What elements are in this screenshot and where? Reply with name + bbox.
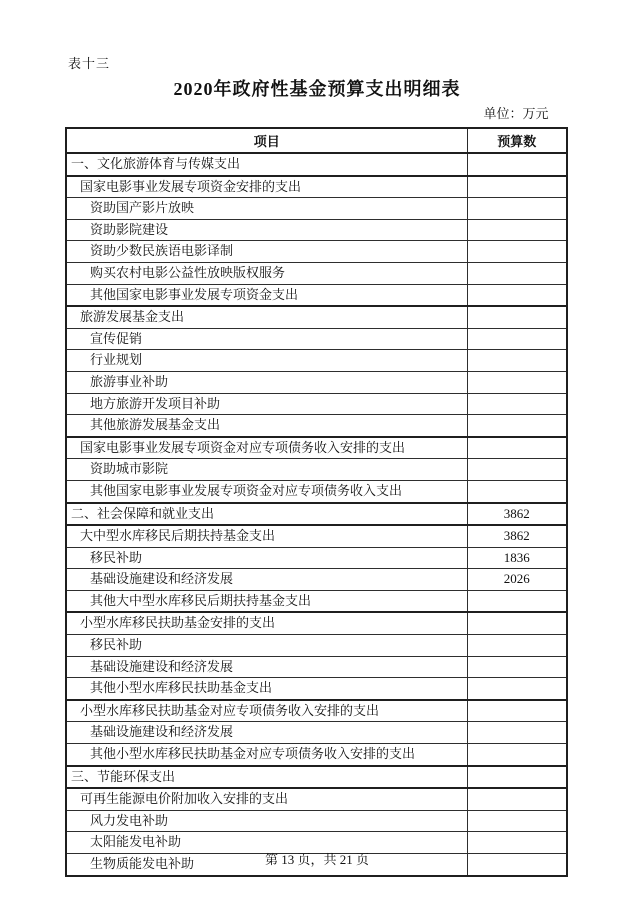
item-cell: 资助影院建设	[66, 219, 467, 241]
table-row	[66, 437, 567, 459]
budget-cell	[467, 459, 567, 481]
item-cell: 移民补助	[66, 547, 467, 569]
item-cell: 行业规划	[66, 350, 467, 372]
item-cell: 小型水库移民扶助基金对应专项债务收入安排的支出	[66, 700, 467, 722]
table-row	[66, 744, 567, 766]
item-cell: 基础设施建设和经济发展	[66, 722, 467, 744]
budget-cell	[467, 198, 567, 220]
budget-cell: 3862	[467, 503, 567, 526]
table-row	[66, 176, 567, 198]
item-cell: 太阳能发电补助	[66, 832, 467, 854]
budget-cell	[467, 635, 567, 657]
item-cell: 二、社会保障和就业支出	[66, 503, 467, 526]
budget-cell	[467, 700, 567, 722]
item-cell: 大中型水库移民后期扶持基金支出	[66, 525, 467, 547]
budget-table	[65, 127, 568, 877]
item-cell: 其他大中型水库移民后期扶持基金支出	[66, 590, 467, 612]
table-row	[66, 766, 567, 789]
table-row	[66, 328, 567, 350]
table-row	[66, 678, 567, 700]
column-header-item: 项目	[66, 128, 467, 153]
item-cell: 风力发电补助	[66, 810, 467, 832]
item-cell: 国家电影事业发展专项资金安排的支出	[66, 176, 467, 198]
item-cell: 其他旅游发展基金支出	[66, 415, 467, 437]
budget-cell	[467, 153, 567, 176]
budget-cell	[467, 656, 567, 678]
table-row	[66, 525, 567, 547]
table-row	[66, 459, 567, 481]
budget-cell	[467, 722, 567, 744]
budget-cell	[467, 284, 567, 306]
table-row	[66, 198, 567, 220]
unit-note: 单位：万元	[483, 106, 549, 121]
item-cell: 基础设施建设和经济发展	[66, 569, 467, 591]
budget-cell	[467, 176, 567, 198]
budget-cell: 3862	[467, 525, 567, 547]
table-header-row	[66, 128, 567, 153]
table-row	[66, 656, 567, 678]
table-row	[66, 569, 567, 591]
table-row	[66, 722, 567, 744]
budget-cell: 2026	[467, 569, 567, 591]
table-row	[66, 241, 567, 263]
budget-cell	[467, 744, 567, 766]
table-row	[66, 306, 567, 328]
item-cell: 基础设施建设和经济发展	[66, 656, 467, 678]
budget-cell	[467, 262, 567, 284]
table-row	[66, 612, 567, 634]
table-row	[66, 503, 567, 526]
item-cell: 可再生能源电价附加收入安排的支出	[66, 788, 467, 810]
item-cell: 其他小型水库移民扶助基金支出	[66, 678, 467, 700]
table-row	[66, 262, 567, 284]
table-row	[66, 547, 567, 569]
item-cell: 宣传促销	[66, 328, 467, 350]
table-row	[66, 284, 567, 306]
table-row	[66, 635, 567, 657]
table-row	[66, 480, 567, 502]
item-cell: 其他小型水库移民扶助基金对应专项债务收入安排的支出	[66, 744, 467, 766]
budget-cell	[467, 306, 567, 328]
item-cell: 其他国家电影事业发展专项资金支出	[66, 284, 467, 306]
page-title: 2020年政府性基金预算支出明细表	[173, 79, 461, 99]
column-header-budget: 预算数	[467, 128, 567, 153]
table-row	[66, 393, 567, 415]
item-cell: 资助国产影片放映	[66, 198, 467, 220]
budget-cell	[467, 328, 567, 350]
budget-cell	[467, 788, 567, 810]
item-cell: 移民补助	[66, 635, 467, 657]
table-row	[66, 153, 567, 176]
item-cell: 其他国家电影事业发展专项资金对应专项债务收入支出	[66, 480, 467, 502]
table-label: 表十三	[68, 56, 111, 71]
budget-cell	[467, 810, 567, 832]
budget-cell	[467, 350, 567, 372]
table-row	[66, 700, 567, 722]
table-row	[66, 415, 567, 437]
item-cell: 资助城市影院	[66, 459, 467, 481]
item-cell: 资助少数民族语电影译制	[66, 241, 467, 263]
item-cell: 生物质能发电补助	[66, 854, 467, 876]
item-cell: 一、文化旅游体育与传媒支出	[66, 153, 467, 176]
table-row	[66, 788, 567, 810]
budget-cell	[467, 480, 567, 502]
budget-cell	[467, 612, 567, 634]
item-cell: 地方旅游开发项目补助	[66, 393, 467, 415]
table-row	[66, 350, 567, 372]
table-row	[66, 590, 567, 612]
item-cell: 购买农村电影公益性放映版权服务	[66, 262, 467, 284]
budget-cell	[467, 393, 567, 415]
budget-cell	[467, 437, 567, 459]
budget-cell	[467, 766, 567, 789]
budget-cell: 1836	[467, 547, 567, 569]
budget-cell	[467, 219, 567, 241]
item-cell: 三、节能环保支出	[66, 766, 467, 789]
budget-cell	[467, 415, 567, 437]
budget-cell	[467, 590, 567, 612]
budget-cell	[467, 371, 567, 393]
item-cell: 旅游事业补助	[66, 371, 467, 393]
item-cell: 旅游发展基金支出	[66, 306, 467, 328]
item-cell: 小型水库移民扶助基金安排的支出	[66, 612, 467, 634]
item-cell: 国家电影事业发展专项资金对应专项债务收入安排的支出	[66, 437, 467, 459]
budget-cell	[467, 678, 567, 700]
table-row	[66, 219, 567, 241]
table-row	[66, 810, 567, 832]
budget-cell	[467, 241, 567, 263]
table-row	[66, 371, 567, 393]
page-footer: 第 13 页，共 21 页	[264, 852, 369, 867]
